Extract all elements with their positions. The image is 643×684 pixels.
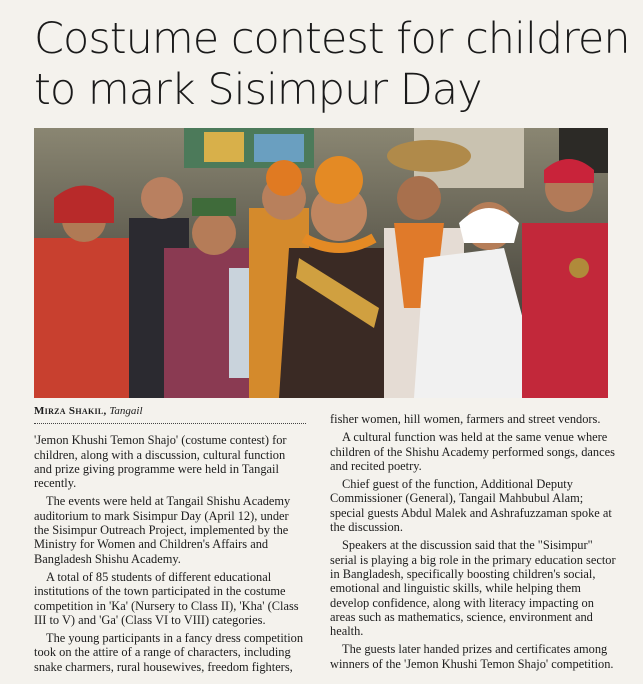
article-left-column xyxy=(34,404,306,678)
paragraph-1: 'Jemon Khushi Temon Shajo' (costume contest) for children, along with a discussion, cultural function and prize giving programme were held in Tangail recently. xyxy=(34,433,287,491)
paragraph-4: The young participants in a fancy dress competition took on the attire of a range of characters, including snake charmers, rural housewives, freedom fighters, xyxy=(34,631,304,674)
byline-author: Mirza Shakil, xyxy=(34,405,107,417)
paragraph-2: The events were held at Tangail Shishu Academy auditorium to mark Sisimpur Day (April 12), under the Sisimpur Outreach Project, implemented by the Ministry for Women and Children's Affairs and Bangladesh Shishu Academy. xyxy=(34,494,291,566)
paragraph-6: A cultural function was held at the same venue where children of the Shishu Academy performed songs, dances and recited poetry. xyxy=(330,430,615,473)
paragraph-8: Speakers at the discussion said that the "Sisimpur" serial is playing a big role in the primary education sector in Bangladesh, specifically boosting children's social, emotional and linguistic skills, while helping them develop confidence, along with literacy impacting on areas such as mathematics, science, environment and health. xyxy=(330,538,616,639)
headline-line-2: to mark Sisimpur Day xyxy=(34,65,482,115)
paragraph-9: The guests later handed prizes and certificates among winners of the 'Jemon Khushi Temon Shajo' competition. xyxy=(330,642,614,671)
byline-divider xyxy=(34,423,306,424)
article-right-column xyxy=(330,412,620,675)
paragraph-5: fisher women, hill women, farmers and street vendors. xyxy=(330,412,601,426)
paragraph-3: A total of 85 students of different educational institutions of the town participated in the costume competition in 'Ka' (Nursery to Class II), 'Kha' (Class III to V) and 'Ga' (Class VI to VIII) categories. xyxy=(34,569,299,627)
children-in-costumes-photo xyxy=(34,128,608,398)
paragraph-7: Chief guest of the function, Additional Deputy Commissioner (General), Tangail Mahbubul Alam; special guests Abdul Malek and Ashrafuzzaman spoke at the discussion. xyxy=(330,477,612,535)
byline-place: Tangail xyxy=(109,405,143,417)
byline xyxy=(34,404,306,418)
headline xyxy=(34,14,634,116)
headline-line-1: Costume contest for children xyxy=(34,14,630,64)
